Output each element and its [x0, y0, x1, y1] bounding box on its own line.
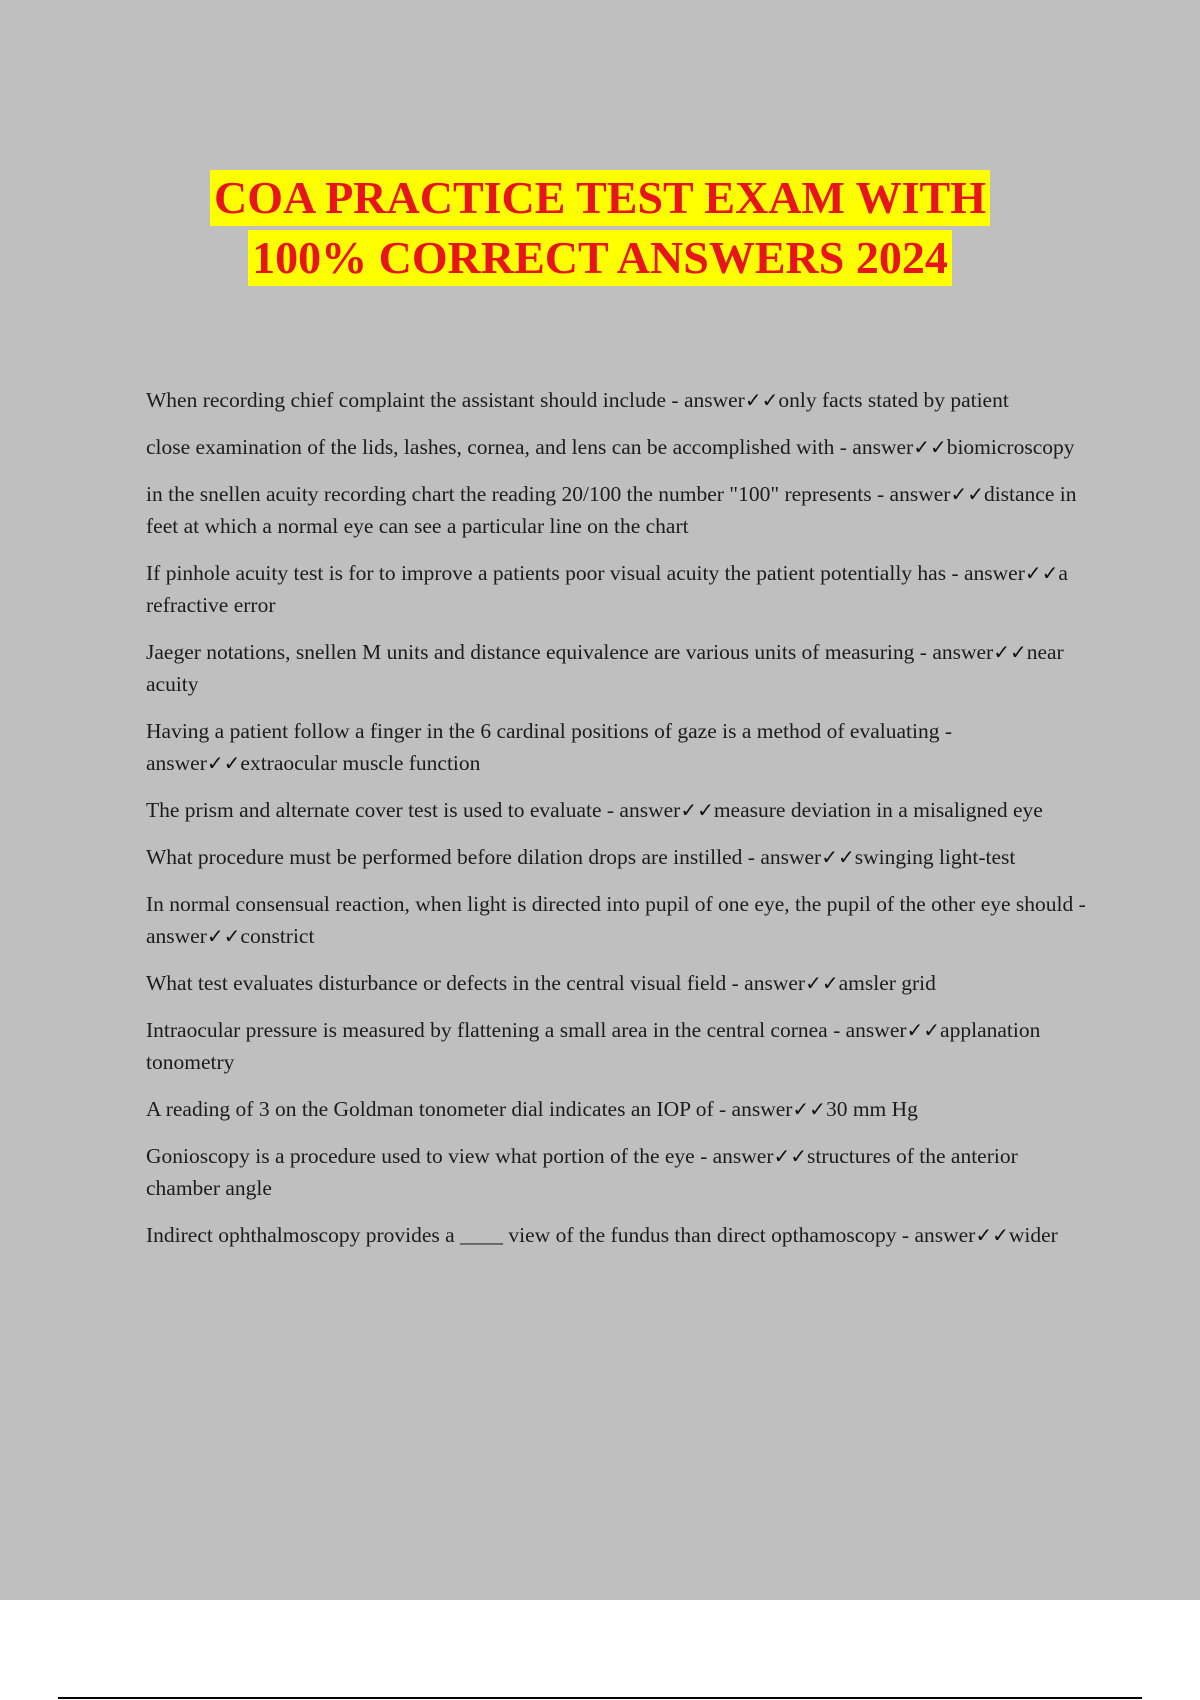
- check-mark-icon: ✓✓: [206, 924, 241, 948]
- check-mark-icon: ✓✓: [206, 751, 241, 775]
- check-mark-icon: ✓✓: [792, 1097, 826, 1121]
- check-mark-icon: ✓✓: [680, 798, 714, 822]
- question-answer-list: [146, 384, 1086, 1266]
- qa-item: [146, 557, 1086, 621]
- question-text: A reading of 3 on the Goldman tonometer dial indicates an IOP of - answer: [146, 1097, 793, 1121]
- question-text: close examination of the lids, lashes, cornea, and lens can be accomplished with - answer: [146, 435, 914, 459]
- check-mark-icon: ✓✓: [913, 435, 947, 459]
- question-text: Having a patient follow a finger in the 6 cardinal positions of gaze is a method of evaluating - answer: [146, 719, 953, 775]
- qa-item: [146, 1093, 1086, 1125]
- question-text: What procedure must be performed before dilation drops are instilled - answer: [146, 845, 822, 869]
- qa-item: [146, 1140, 1086, 1204]
- answer-text: structures of the anterior chamber angle: [146, 1144, 1018, 1200]
- qa-item: [146, 841, 1086, 873]
- check-mark-icon: ✓✓: [906, 1018, 941, 1042]
- qa-item: [146, 888, 1086, 952]
- answer-text: wider: [1008, 1223, 1058, 1247]
- check-mark-icon: ✓✓: [744, 388, 779, 412]
- question-text: Intraocular pressure is measured by flattening a small area in the central cornea - answer: [146, 1018, 907, 1042]
- answer-text: only facts stated by patient: [778, 388, 1009, 412]
- answer-text: swinging light-test: [854, 845, 1016, 869]
- qa-item: [146, 794, 1086, 826]
- answer-text: applanation tonometry: [146, 1018, 1041, 1074]
- check-mark-icon: ✓✓: [950, 482, 984, 506]
- question-text: Indirect ophthalmoscopy provides a ____ view of the fundus than direct opthamoscopy - answer: [146, 1223, 976, 1247]
- qa-item: [146, 431, 1086, 463]
- document-title: [0, 170, 1200, 290]
- question-text: The prism and alternate cover test is used to evaluate - answer: [146, 798, 681, 822]
- question-text: Jaeger notations, snellen M units and distance equivalence are various units of measuring - answer: [146, 640, 994, 664]
- qa-item: [146, 636, 1086, 700]
- qa-item: [146, 384, 1086, 416]
- answer-text: amsler grid: [838, 971, 936, 995]
- question-text: Gonioscopy is a procedure used to view what portion of the eye - answer: [146, 1144, 774, 1168]
- check-mark-icon: ✓✓: [1024, 561, 1059, 585]
- question-text: When recording chief complaint the assistant should include - answer: [146, 388, 745, 412]
- check-mark-icon: ✓✓: [993, 640, 1027, 664]
- check-mark-icon: ✓✓: [773, 1144, 808, 1168]
- question-text: In normal consensual reaction, when light is directed into pupil of one eye, the pupil of the other eye should - answer: [146, 892, 1086, 948]
- check-mark-icon: ✓✓: [975, 1223, 1009, 1247]
- check-mark-icon: ✓✓: [821, 845, 855, 869]
- qa-item: [146, 478, 1086, 542]
- answer-text: biomicroscopy: [946, 435, 1075, 459]
- question-text: in the snellen acuity recording chart the reading 20/100 the number "100" represents - answer: [146, 482, 951, 506]
- question-text: If pinhole acuity test is for to improve a patients poor visual acuity the patient potentially has - answer: [146, 561, 1025, 585]
- title-line-2: 100% CORRECT ANSWERS 2024: [248, 230, 952, 286]
- answer-text: measure deviation in a misaligned eye: [713, 798, 1043, 822]
- answer-text: near acuity: [146, 640, 1064, 696]
- qa-item: [146, 1219, 1086, 1251]
- qa-item: [146, 967, 1086, 999]
- qa-item: [146, 715, 1086, 779]
- qa-item: [146, 1014, 1086, 1078]
- answer-text: extraocular muscle function: [240, 751, 481, 775]
- answer-text: constrict: [240, 924, 315, 948]
- answer-text: distance in feet at which a normal eye can see a particular line on the chart: [146, 482, 1077, 538]
- check-mark-icon: ✓✓: [805, 971, 839, 995]
- footer-divider: [58, 1697, 1142, 1699]
- answer-text: 30 mm Hg: [825, 1097, 918, 1121]
- question-text: What test evaluates disturbance or defects in the central visual field - answer: [146, 971, 806, 995]
- answer-text: a refractive error: [146, 561, 1068, 617]
- title-line-1: COA PRACTICE TEST EXAM WITH: [210, 170, 990, 226]
